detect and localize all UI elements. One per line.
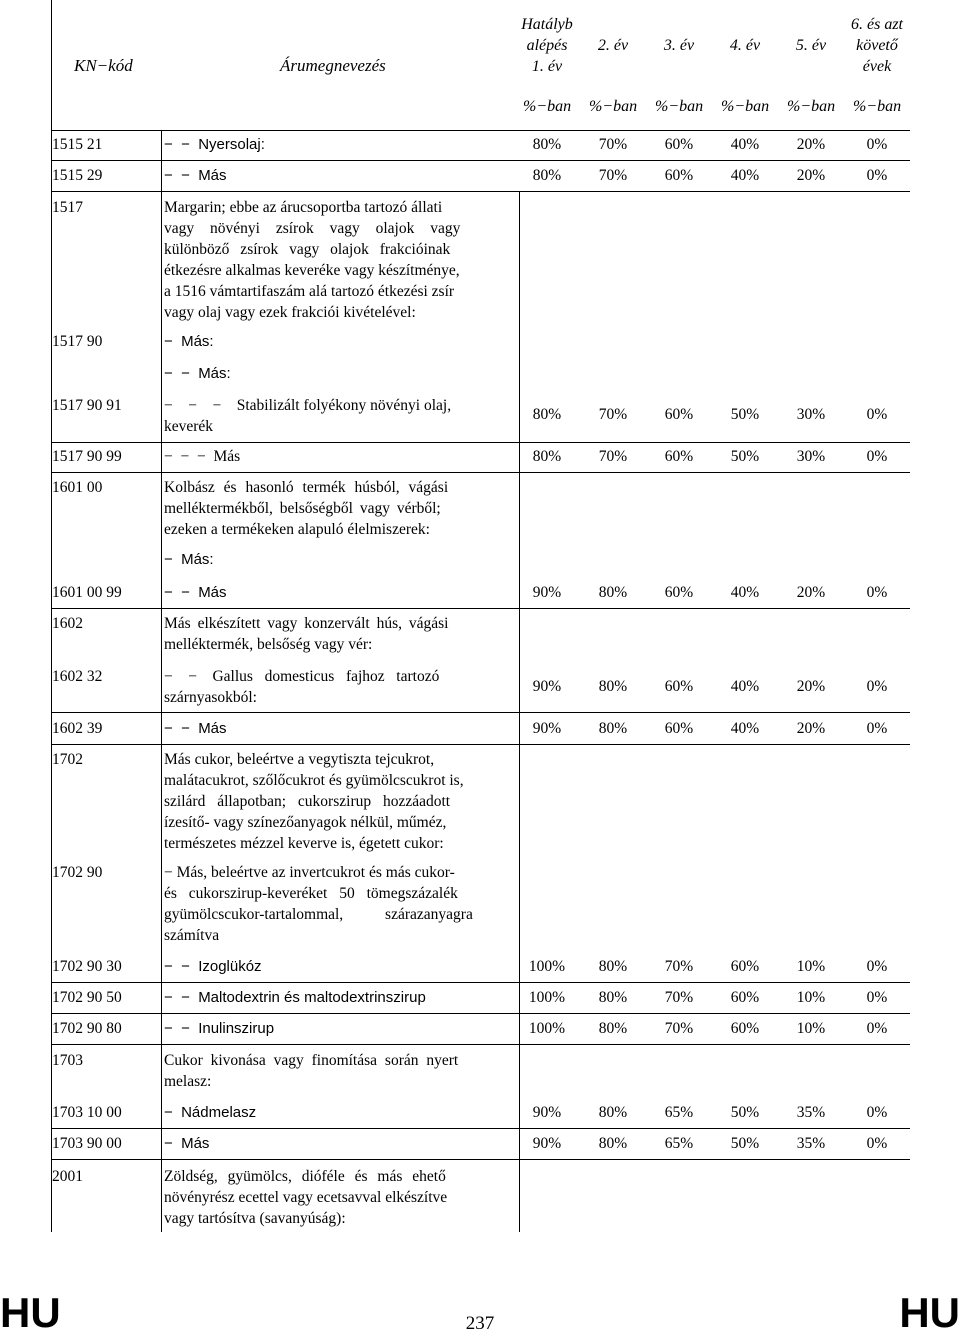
rate-year-1: 80% (532, 167, 562, 184)
rate-year-3: 60% (664, 448, 694, 465)
column-divider-code-desc (161, 130, 162, 1232)
rate-year-6: 0% (866, 136, 888, 153)
row-code: 1602 39 (52, 720, 103, 737)
rate-year-4: 40% (730, 584, 760, 601)
rate-year-1: 100% (528, 958, 566, 975)
rate-year-2: 80% (598, 1020, 628, 1037)
rate-year-1: 90% (532, 720, 562, 737)
row-rule-1601-00-99 (51, 608, 910, 609)
header-year-1-line-1: Hatályb (521, 16, 573, 33)
row-code: 1702 (52, 751, 83, 768)
rate-year-3: 60% (664, 584, 694, 601)
header-year-4: 4. év (729, 37, 761, 54)
header-year-2: 2. év (597, 37, 629, 54)
rate-year-5: 10% (796, 1020, 826, 1037)
row-rule-1702-90-50 (51, 1013, 910, 1014)
rate-year-6: 0% (866, 720, 888, 737)
header-unit-4: %−ban (720, 98, 770, 115)
row-description: − − Más: (164, 365, 231, 382)
header-year-3: 3. év (663, 37, 695, 54)
desc-line: növényrész ecettel vagy ecetsavval elkészítve (164, 1189, 448, 1206)
row-code: 2001 (52, 1168, 83, 1185)
desc-line: szárnyasokból: (164, 689, 257, 706)
rate-year-2: 80% (598, 989, 628, 1006)
rate-year-6: 0% (866, 167, 888, 184)
header-kn-code: KN−kód (74, 56, 133, 75)
header-year-6 (840, 14, 914, 77)
row-code: 1702 90 80 (52, 1020, 122, 1037)
desc-line: gyümölcscukor-tartalommal, szárazanyagra (164, 906, 473, 923)
header-unit-6: %−ban (852, 98, 902, 115)
rate-year-2: 70% (598, 167, 628, 184)
rate-year-4: 60% (730, 1020, 760, 1037)
rate-year-3: 65% (664, 1135, 694, 1152)
desc-line: ezeken a termékeken alapuló élelmiszerek: (164, 521, 430, 538)
row-rule-1515-21 (51, 160, 910, 161)
rate-year-5: 20% (796, 136, 826, 153)
desc-line: étkezésre alkalmas keveréke vagy készítménye, (164, 262, 460, 279)
header-year-5: 5. év (795, 37, 827, 54)
desc-line: melléktermék, belsőség vagy vér: (164, 636, 373, 653)
row-code: 1602 (52, 615, 83, 632)
rate-year-5: 20% (796, 167, 826, 184)
footer-language-left: HU (0, 1289, 61, 1336)
row-description (164, 862, 514, 946)
row-description: − − Más (164, 584, 227, 601)
desc-line: vagy olaj vagy ezek frakciói kivételével: (164, 304, 416, 321)
row-rule-1517 (51, 442, 910, 443)
rate-year-6: 0% (866, 584, 888, 601)
row-code: 1702 90 50 (52, 989, 122, 1006)
row-code: 1601 00 (52, 479, 103, 496)
row-code: 1517 (52, 199, 83, 216)
rate-year-5: 10% (796, 958, 826, 975)
row-description (164, 613, 514, 655)
header-goods-name: Árumegnevezés (280, 56, 386, 75)
rate-year-6: 0% (866, 1020, 888, 1037)
rate-year-1: 100% (528, 989, 566, 1006)
desc-line: Margarin; ebbe az árucsoportba tartozó állati (164, 199, 443, 216)
desc-line: Zöldség, gyümölcs, dióféle és más ehető (164, 1168, 446, 1185)
rate-year-5: 20% (796, 678, 826, 695)
rate-year-4: 50% (730, 1135, 760, 1152)
desc-line: Cukor kivonása vagy finomítása során nyert (164, 1052, 459, 1069)
rate-year-3: 70% (664, 989, 694, 1006)
header-unit-5: %−ban (786, 98, 836, 115)
row-code: 1515 21 (52, 136, 103, 153)
desc-line: melasz: (164, 1073, 212, 1090)
desc-line: és cukorszirup-keveréket 50 tömegszázalék (164, 885, 458, 902)
row-rule-1602-39 (51, 744, 910, 745)
row-code: 1517 90 91 (52, 397, 122, 414)
row-description (164, 395, 514, 437)
desc-line: vagy tartósítva (savanyúság): (164, 1210, 346, 1227)
header-unit-1: %−ban (522, 98, 572, 115)
rate-year-6: 0% (866, 678, 888, 695)
row-description: − − Izoglükóz (164, 958, 262, 975)
rate-year-2: 80% (598, 720, 628, 737)
rate-year-2: 80% (598, 958, 628, 975)
header-unit-3: %−ban (654, 98, 704, 115)
desc-line: vagy növényi zsírok vagy olajok vagy (164, 220, 461, 237)
row-description: − − Más (164, 167, 227, 184)
desc-line: malátacukrot, szőlőcukrot és gyümölcscukrot is, (164, 772, 464, 789)
row-code: 1702 90 (52, 864, 103, 881)
header-year-1-line-2: alépés (526, 37, 568, 54)
row-description: − − Maltodextrin és maltodextrinszirup (164, 989, 426, 1006)
desc-line: keverék (164, 418, 214, 435)
rate-year-3: 60% (664, 136, 694, 153)
row-rule-1703-90-00 (51, 1159, 910, 1160)
row-description: − − − Más (164, 448, 241, 465)
rate-year-1: 90% (532, 1104, 562, 1121)
rate-year-5: 20% (796, 720, 826, 737)
row-description: − Más: (164, 551, 214, 568)
rate-year-6: 0% (866, 1104, 888, 1121)
desc-line: − − Gallus domesticus fajhoz tartozó (164, 668, 440, 685)
header-unit-2: %−ban (588, 98, 638, 115)
row-code: 1515 29 (52, 167, 103, 184)
rate-year-6: 0% (866, 989, 888, 1006)
row-code: 1702 90 30 (52, 958, 122, 975)
row-description (164, 1166, 514, 1229)
rate-year-5: 10% (796, 989, 826, 1006)
desc-line: − Más, beleértve az invertcukrot és más cukor- (164, 864, 455, 881)
row-description (164, 197, 514, 323)
header-year-1 (514, 14, 580, 77)
rate-year-3: 60% (664, 678, 694, 695)
row-description: − Más: (164, 333, 214, 350)
desc-line: számítva (164, 927, 220, 944)
header-year-6-line-1: 6. és azt (851, 16, 903, 33)
desc-line: a 1516 vámtartifaszám alá tartozó étkezési zsír (164, 283, 455, 300)
rate-year-1: 100% (528, 1020, 566, 1037)
row-description: − Nádmelasz (164, 1104, 257, 1121)
desc-line: szilárd állapotban; cukorszirup hozzáadott (164, 793, 451, 810)
rate-year-4: 40% (730, 720, 760, 737)
header-bottom-rule (51, 130, 910, 131)
rate-year-4: 60% (730, 958, 760, 975)
row-code: 1703 (52, 1052, 83, 1069)
rate-year-3: 60% (664, 720, 694, 737)
rate-year-4: 60% (730, 989, 760, 1006)
rate-year-1: 90% (532, 584, 562, 601)
row-code: 1703 90 00 (52, 1135, 122, 1152)
header-year-1-line-3: 1. év (531, 58, 563, 75)
rate-year-2: 80% (598, 1104, 628, 1121)
rate-year-5: 35% (796, 1104, 826, 1121)
desc-line: Más elkészített vagy konzervált hús, vágási (164, 615, 449, 632)
row-rule-1517-90-99 (51, 472, 910, 473)
rate-year-4: 40% (730, 678, 760, 695)
desc-line: melléktermékből, belsőségből vagy vérből; (164, 500, 441, 517)
rate-year-5: 35% (796, 1135, 826, 1152)
row-code: 1517 90 (52, 333, 103, 350)
rate-year-4: 40% (730, 136, 760, 153)
rate-year-5: 30% (796, 448, 826, 465)
rate-year-1: 90% (532, 1135, 562, 1152)
rate-year-6: 0% (866, 406, 888, 423)
row-code: 1517 90 99 (52, 448, 122, 465)
row-description (164, 749, 514, 854)
desc-line: Más cukor, beleértve a vegytiszta tejcukrot, (164, 751, 435, 768)
header-year-6-line-3: évek (862, 58, 892, 75)
footer-language-right: HU (899, 1289, 960, 1336)
rate-year-6: 0% (866, 1135, 888, 1152)
row-rule-1602-32 (51, 712, 910, 713)
header-year-6-line-2: követő (856, 37, 898, 54)
desc-line: − − − Stabilizált folyékony növényi olaj, (164, 397, 452, 414)
row-description (164, 477, 514, 540)
rate-year-1: 80% (532, 448, 562, 465)
rate-year-3: 65% (664, 1104, 694, 1121)
row-description: − − Más (164, 720, 227, 737)
rate-year-3: 70% (664, 958, 694, 975)
rate-year-2: 80% (598, 1135, 628, 1152)
rate-year-1: 90% (532, 678, 562, 695)
rate-year-2: 70% (598, 406, 628, 423)
row-rule-1702-90-30 (51, 982, 910, 983)
rate-year-4: 40% (730, 167, 760, 184)
row-rule-1703-10-00 (51, 1128, 910, 1129)
rate-year-2: 80% (598, 584, 628, 601)
rate-year-4: 50% (730, 448, 760, 465)
desc-line: különböző zsírok vagy olajok frakcióinak (164, 241, 451, 258)
page-number: 237 (465, 1313, 495, 1334)
row-code: 1703 10 00 (52, 1104, 122, 1121)
row-description (164, 666, 514, 708)
rate-year-1: 80% (532, 406, 562, 423)
rate-year-3: 60% (664, 406, 694, 423)
row-description (164, 1050, 514, 1092)
row-rule-1702-90-80 (51, 1044, 910, 1045)
rate-year-4: 50% (730, 1104, 760, 1121)
desc-line: Kolbász és hasonló termék húsból, vágási (164, 479, 449, 496)
rate-year-2: 70% (598, 448, 628, 465)
rate-year-4: 50% (730, 406, 760, 423)
row-description: − Más (164, 1135, 210, 1152)
rate-year-6: 0% (866, 958, 888, 975)
row-code: 1601 00 99 (52, 584, 122, 601)
desc-line: természetes mézzel keverve is, égetett cukor: (164, 835, 444, 852)
row-rule-1515-29 (51, 191, 910, 192)
desc-line: ízesítő- vagy színezőanyagok nélkül, műméz, (164, 814, 447, 831)
rate-year-3: 60% (664, 167, 694, 184)
rate-year-1: 80% (532, 136, 562, 153)
rate-year-6: 0% (866, 448, 888, 465)
row-code: 1602 32 (52, 668, 103, 685)
rate-year-2: 70% (598, 136, 628, 153)
rate-year-3: 70% (664, 1020, 694, 1037)
rate-year-2: 80% (598, 678, 628, 695)
row-description: − − Inulinszirup (164, 1020, 275, 1037)
rate-year-5: 30% (796, 406, 826, 423)
rate-year-5: 20% (796, 584, 826, 601)
row-description: − − Nyersolaj: (164, 136, 265, 153)
